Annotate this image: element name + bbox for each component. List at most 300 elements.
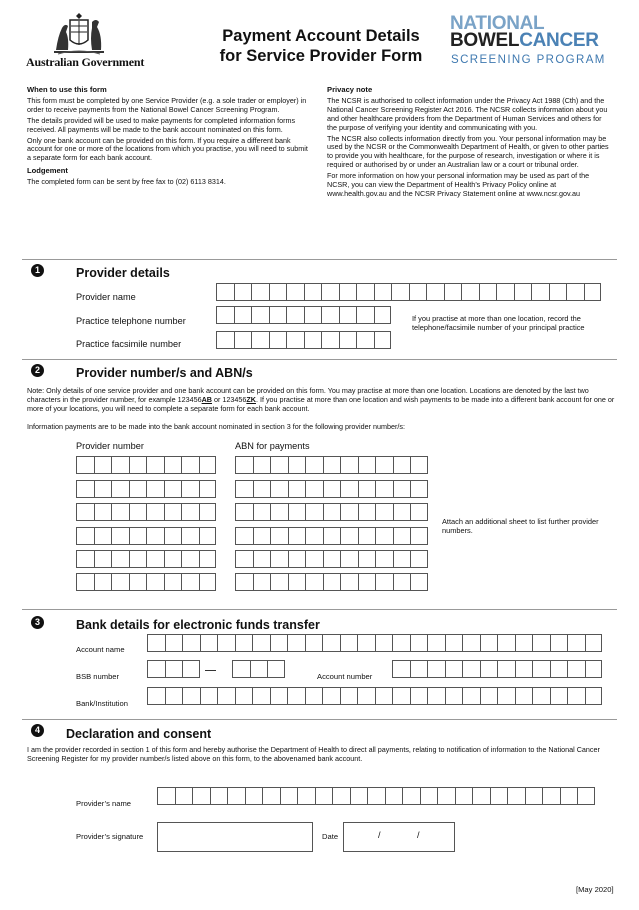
character-box[interactable] [427,634,445,652]
character-box[interactable] [94,527,112,545]
character-box[interactable] [76,527,94,545]
character-box[interactable] [251,331,269,349]
character-box[interactable] [323,456,341,474]
abn-field[interactable] [235,550,428,568]
character-box[interactable] [175,787,193,805]
character-box[interactable] [393,550,411,568]
character-box[interactable] [437,787,455,805]
character-box[interactable] [358,456,376,474]
character-box[interactable] [542,787,560,805]
character-box[interactable] [322,687,340,705]
character-box[interactable] [461,283,479,301]
character-box[interactable] [375,456,393,474]
character-box[interactable] [111,503,129,521]
character-box[interactable] [323,573,341,591]
character-box[interactable] [253,480,271,498]
logo-national: NATIONAL [450,13,545,34]
character-box[interactable] [462,687,480,705]
character-box[interactable] [462,634,480,652]
page-title [196,26,446,66]
provider-name-sign-label: Provider’s name [76,799,132,808]
character-box[interactable] [374,331,392,349]
character-box[interactable] [232,660,250,678]
character-box[interactable] [515,687,533,705]
character-box[interactable] [267,660,285,678]
character-box[interactable] [480,660,498,678]
character-box[interactable] [392,660,410,678]
character-box[interactable] [375,634,393,652]
character-box[interactable] [200,687,218,705]
signature-field[interactable] [157,822,313,852]
character-box[interactable] [339,306,357,324]
character-box[interactable] [288,456,306,474]
character-box[interactable] [410,503,428,521]
character-box[interactable] [94,456,112,474]
character-box[interactable] [323,503,341,521]
character-box[interactable] [270,550,288,568]
telephone-label: Practice telephone number [76,316,186,326]
abn-field[interactable] [235,480,428,498]
character-box[interactable] [507,787,525,805]
character-box[interactable] [532,634,550,652]
lodgement-text: The completed form can be sent by free fax to (02) 6113 8314. [27,177,226,187]
character-box[interactable] [339,283,357,301]
character-box[interactable] [445,634,463,652]
character-box[interactable] [375,550,393,568]
character-box[interactable] [157,787,175,805]
account-number-field[interactable] [392,660,602,678]
character-box[interactable] [323,550,341,568]
date-field[interactable] [343,822,455,852]
character-box[interactable] [480,634,498,652]
character-box[interactable] [427,687,445,705]
character-box[interactable] [305,480,323,498]
character-box[interactable] [182,634,200,652]
character-box[interactable] [280,787,298,805]
character-box[interactable] [76,480,94,498]
character-box[interactable] [315,787,333,805]
character-box[interactable] [288,573,306,591]
character-box[interactable] [164,480,182,498]
character-box[interactable] [305,527,323,545]
character-box[interactable] [182,687,200,705]
note-part-b: . If you practise at more than one location and wish payments to be made into a different bank account for one or more of your locations, you will need to complete a separate form for each bank account. [27,394,615,413]
character-box[interactable] [358,480,376,498]
character-box[interactable] [472,787,490,805]
principal-practice-note: If you practise at more than one location, record the telephone/facsimile number of your principal practice [412,314,585,332]
character-box[interactable] [270,503,288,521]
character-box[interactable] [375,503,393,521]
character-box[interactable] [164,573,182,591]
character-box[interactable] [409,283,427,301]
character-box[interactable] [199,527,217,545]
character-box[interactable] [94,480,112,498]
character-box[interactable] [235,550,253,568]
abn-field[interactable] [235,527,428,545]
character-box[interactable] [269,306,287,324]
character-box[interactable] [111,573,129,591]
character-box[interactable] [270,456,288,474]
character-box[interactable] [323,480,341,498]
character-box[interactable] [550,687,568,705]
character-box[interactable] [129,503,147,521]
character-box[interactable] [420,787,438,805]
character-box[interactable] [111,527,129,545]
character-box[interactable] [216,306,234,324]
character-box[interactable] [253,503,271,521]
character-box[interactable] [304,331,322,349]
logo-bowel-cancer [450,31,599,50]
abn-field[interactable] [235,573,428,591]
character-box[interactable] [129,480,147,498]
character-box[interactable] [393,480,411,498]
character-box[interactable] [216,331,234,349]
character-box[interactable] [560,787,578,805]
provider-number-field[interactable] [76,503,216,521]
character-box[interactable] [566,283,584,301]
character-box[interactable] [427,660,445,678]
character-box[interactable] [402,787,420,805]
provider-name-sign-field[interactable] [157,787,595,805]
character-box[interactable] [253,456,271,474]
character-box[interactable] [146,550,164,568]
character-box[interactable] [147,634,165,652]
character-box[interactable] [216,283,234,301]
character-box[interactable] [340,456,358,474]
character-box[interactable] [358,573,376,591]
character-box[interactable] [164,550,182,568]
character-box[interactable] [358,503,376,521]
character-box[interactable] [250,660,268,678]
character-box[interactable] [129,456,147,474]
character-box[interactable] [165,634,183,652]
character-box[interactable] [357,634,375,652]
character-box[interactable] [356,306,374,324]
character-box[interactable] [76,550,94,568]
character-box[interactable] [367,787,385,805]
character-box[interactable] [94,550,112,568]
title-line-2: for Service Provider Form [219,47,423,65]
provider-number-field[interactable] [76,573,216,591]
character-box[interactable] [200,634,218,652]
character-box[interactable] [340,573,358,591]
character-box[interactable] [286,306,304,324]
character-box[interactable] [340,480,358,498]
character-box[interactable] [287,634,305,652]
character-box[interactable] [129,573,147,591]
character-box[interactable] [550,634,568,652]
character-box[interactable] [305,550,323,568]
character-box[interactable] [270,573,288,591]
character-box[interactable] [199,456,217,474]
character-box[interactable] [358,527,376,545]
bsb-field-part-2[interactable] [232,660,285,678]
character-box[interactable] [165,687,183,705]
privacy-paragraph-1: The NCSR is authorised to collect information under the Privacy Act 1988 (Cth) and the National Cancer Screening Register Act 2016. The NCSR collects information about you and other healthcare providers from the Department of Human Services and others for the purpose of verifying your identity and communicating with you. [327,95,608,132]
character-box[interactable] [146,573,164,591]
abn-field[interactable] [235,456,428,474]
provider-number-field[interactable] [76,456,216,474]
character-box[interactable] [217,687,235,705]
character-box[interactable] [497,634,515,652]
character-box[interactable] [305,573,323,591]
character-box[interactable] [410,480,428,498]
character-box[interactable] [321,306,339,324]
character-box[interactable] [358,550,376,568]
character-box[interactable] [297,787,315,805]
character-box[interactable] [286,283,304,301]
character-box[interactable] [262,787,280,805]
character-box[interactable] [217,634,235,652]
character-box[interactable] [270,634,288,652]
character-box[interactable] [444,283,462,301]
character-box[interactable] [462,660,480,678]
character-box[interactable] [585,634,603,652]
character-box[interactable] [340,550,358,568]
character-box[interactable] [305,634,323,652]
character-box[interactable] [94,573,112,591]
character-box[interactable] [251,283,269,301]
character-box[interactable] [235,503,253,521]
character-box[interactable] [164,503,182,521]
character-box[interactable] [252,687,270,705]
character-box[interactable] [321,331,339,349]
section-4-number: 4 [31,724,44,737]
character-box[interactable] [111,456,129,474]
character-box[interactable] [111,480,129,498]
date-separator-1: / [378,830,381,840]
section-2-note [27,387,617,414]
character-box[interactable] [146,480,164,498]
character-box[interactable] [496,283,514,301]
character-box[interactable] [340,503,358,521]
character-box[interactable] [567,687,585,705]
character-box[interactable] [245,787,263,805]
character-box[interactable] [227,787,245,805]
character-box[interactable] [164,527,182,545]
character-box[interactable] [270,480,288,498]
character-box[interactable] [94,503,112,521]
when-paragraph-2: The details provided will be used to make payments for completed information forms received. All payments will be made to the bank account nominated on this form. [27,115,296,134]
character-box[interactable] [445,687,463,705]
character-box[interactable] [356,283,374,301]
character-box[interactable] [332,787,350,805]
character-box[interactable] [375,573,393,591]
character-box[interactable] [531,283,549,301]
character-box[interactable] [235,634,253,652]
character-box[interactable] [356,331,374,349]
character-box[interactable] [445,660,463,678]
character-box[interactable] [269,331,287,349]
provider-name-field[interactable] [216,283,601,301]
character-box[interactable] [339,331,357,349]
character-box[interactable] [393,573,411,591]
character-box[interactable] [340,527,358,545]
character-box[interactable] [410,573,428,591]
form-version: [May 2020] [576,885,614,894]
character-box[interactable] [340,634,358,652]
character-box[interactable] [567,660,585,678]
character-box[interactable] [305,456,323,474]
character-box[interactable] [234,331,252,349]
character-box[interactable] [288,503,306,521]
character-box[interactable] [584,283,602,301]
character-box[interactable] [585,687,603,705]
account-number-label: Account number [317,672,373,681]
attach-sheet-note: Attach an additional sheet to list further provider numbers. [442,517,599,535]
character-box[interactable] [479,283,497,301]
character-box[interactable] [253,527,271,545]
character-box[interactable] [304,283,322,301]
character-box[interactable] [410,634,428,652]
character-box[interactable] [288,480,306,498]
character-box[interactable] [147,660,165,678]
bsb-field-part-1[interactable] [147,660,200,678]
character-box[interactable] [253,550,271,568]
bsb-label: BSB number [76,672,120,681]
character-box[interactable] [252,634,270,652]
character-box[interactable] [181,527,199,545]
character-box[interactable] [129,550,147,568]
character-box[interactable] [497,687,515,705]
provider-number-field[interactable] [76,480,216,498]
character-box[interactable] [286,331,304,349]
character-box[interactable] [514,283,532,301]
character-box[interactable] [199,480,217,498]
character-box[interactable] [234,283,252,301]
character-box[interactable] [270,527,288,545]
character-box[interactable] [393,503,411,521]
character-box[interactable] [305,687,323,705]
character-box[interactable] [181,480,199,498]
character-box[interactable] [480,687,498,705]
character-box[interactable] [374,306,392,324]
character-box[interactable] [305,503,323,521]
character-box[interactable] [375,687,393,705]
telephone-field[interactable] [216,306,391,324]
character-box[interactable] [76,456,94,474]
character-box[interactable] [515,634,533,652]
character-box[interactable] [393,456,411,474]
character-box[interactable] [146,527,164,545]
bank-field[interactable] [147,687,602,705]
character-box[interactable] [532,687,550,705]
character-box[interactable] [357,687,375,705]
character-box[interactable] [129,527,147,545]
character-box[interactable] [375,527,393,545]
character-box[interactable] [391,283,409,301]
character-box[interactable] [199,550,217,568]
character-box[interactable] [235,527,253,545]
character-box[interactable] [199,503,217,521]
location-example-2: ZK [246,394,256,404]
character-box[interactable] [393,527,411,545]
character-box[interactable] [550,660,568,678]
character-box[interactable] [385,787,403,805]
character-box[interactable] [288,550,306,568]
character-box[interactable] [181,573,199,591]
character-box[interactable] [235,687,253,705]
character-box[interactable] [181,550,199,568]
character-box[interactable] [340,687,358,705]
character-box[interactable] [350,787,368,805]
character-box[interactable] [287,687,305,705]
bank-label: Bank/Institution [76,699,128,708]
character-box[interactable] [410,527,428,545]
character-box[interactable] [76,503,94,521]
character-box[interactable] [304,306,322,324]
account-name-field[interactable] [147,634,602,652]
provider-number-field[interactable] [76,550,216,568]
character-box[interactable] [374,283,392,301]
character-box[interactable] [76,573,94,591]
character-box[interactable] [269,283,287,301]
character-box[interactable] [375,480,393,498]
character-box[interactable] [111,550,129,568]
character-box[interactable] [585,660,603,678]
character-box[interactable] [146,503,164,521]
character-box[interactable] [410,456,428,474]
character-box[interactable] [490,787,508,805]
character-box[interactable] [199,573,217,591]
character-box[interactable] [549,283,567,301]
character-box[interactable] [147,687,165,705]
character-box[interactable] [321,283,339,301]
character-box[interactable] [181,456,199,474]
provider-name-label: Provider name [76,292,136,302]
account-name-label: Account name [76,645,125,654]
character-box[interactable] [392,687,410,705]
character-box[interactable] [497,660,515,678]
character-box[interactable] [288,527,306,545]
character-box[interactable] [182,660,200,678]
character-box[interactable] [181,503,199,521]
abn-field[interactable] [235,503,428,521]
character-box[interactable] [577,787,595,805]
character-box[interactable] [322,634,340,652]
character-box[interactable] [410,660,428,678]
character-box[interactable] [146,456,164,474]
character-box[interactable] [410,550,428,568]
character-box[interactable] [515,660,533,678]
character-box[interactable] [567,634,585,652]
declaration-text: I am the provider recorded in section 1 of this form and hereby authorise the Department of Health to direct all payments, relating to notification of information to the National Cancer Screening Register for my provider number/s listed above on this form, to the abovenamed bank account. [27,745,600,763]
character-box[interactable] [426,283,444,301]
character-box[interactable] [235,480,253,498]
intro-left-column [27,86,312,189]
character-box[interactable] [455,787,473,805]
character-box[interactable] [253,573,271,591]
character-box[interactable] [323,527,341,545]
character-box[interactable] [532,660,550,678]
logo-screening-program: SCREENING PROGRAM [451,54,606,66]
character-box[interactable] [210,787,228,805]
character-box[interactable] [235,456,253,474]
facsimile-field[interactable] [216,331,391,349]
character-box[interactable] [164,456,182,474]
character-box[interactable] [235,573,253,591]
character-box[interactable] [234,306,252,324]
character-box[interactable] [392,634,410,652]
character-box[interactable] [165,660,183,678]
provider-number-field[interactable] [76,527,216,545]
character-box[interactable] [410,687,428,705]
character-box[interactable] [192,787,210,805]
character-box[interactable] [525,787,543,805]
section-2-info: Information payments are to be made into the bank account nominated in section 3 for the following provider number/s: [27,422,405,431]
character-box[interactable] [270,687,288,705]
character-box[interactable] [251,306,269,324]
